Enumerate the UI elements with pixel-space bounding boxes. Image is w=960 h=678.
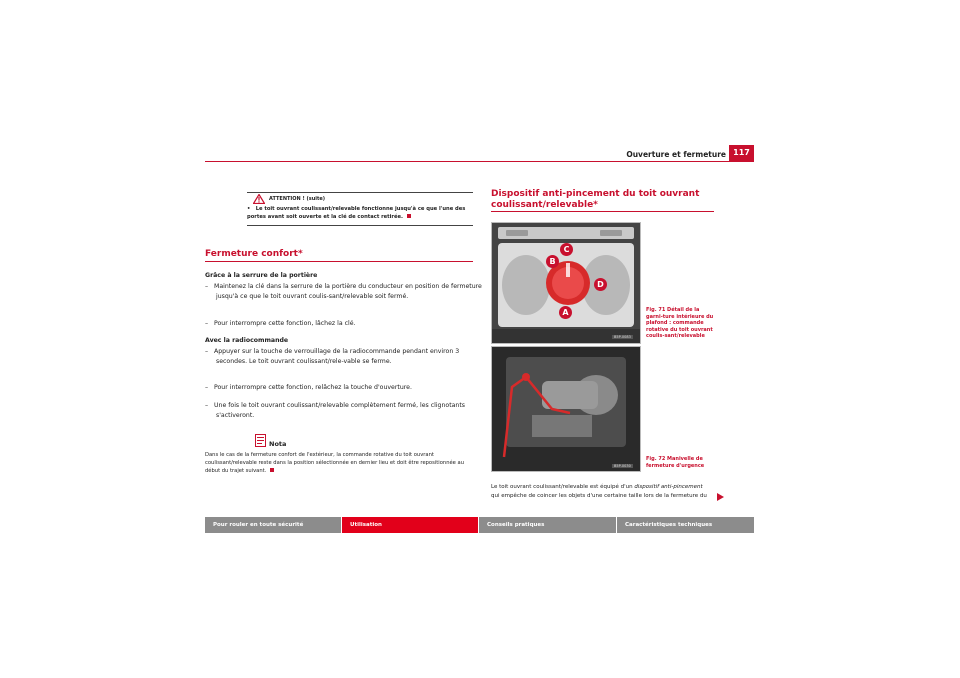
list-item: – Une fois le toit ouvrant coulissant/relevable complètement fermé, les clignotants s'activeront. [205, 402, 465, 419]
section-title-confort: Fermeture confort* [205, 249, 303, 259]
list-item: – Pour interrompre cette fonction, relâchez la touche d'ouverture. [205, 384, 412, 391]
callout-a: A [559, 306, 572, 319]
figure-caption-72: Fig. 72 Manivelle de fermeture d'urgence [646, 456, 705, 469]
end-mark-icon [407, 214, 411, 218]
warning-text [247, 205, 473, 221]
end-mark-icon [270, 468, 274, 472]
warning-title: ATTENTION ! (suite) [269, 196, 326, 202]
list-item: – Maintenez la clé dans la serrure de la portière du conducteur en position de fermeture jusqu'à ce que le toit ouvrant coulis-sant/relevable soit fermé. [205, 283, 482, 300]
tab-conseils[interactable]: Conseils pratiques [479, 517, 616, 533]
callout-c: C [560, 243, 573, 256]
warning-body: Le toit ouvrant coulissant/relevable fonctionne jusqu'à ce que l'une des portes avant soit ouverte et la clé de contact retirée. [247, 206, 466, 220]
note-title: Nota [269, 440, 287, 448]
tab-safety[interactable]: Pour rouler en toute sécurité [205, 517, 341, 533]
figure-rotary-control [491, 222, 641, 344]
section-rule [491, 211, 714, 212]
callout-d: D [594, 278, 607, 291]
running-header: Ouverture et fermeture [626, 150, 726, 159]
note-icon [255, 434, 266, 447]
figure-code: B5P-0030 [614, 464, 631, 468]
subheading-door-lock: Grâce à la serrure de la portière [205, 272, 318, 279]
page-number: 117 [729, 145, 754, 161]
header-rule [205, 161, 754, 162]
warning-triangle-icon [253, 194, 265, 204]
subheading-remote: Avec la radiocommande [205, 337, 289, 344]
continue-arrow-icon [717, 493, 724, 501]
figure-caption-71: Fig. 71 Détail de la garni-ture intérieure du plafond : commande rotative du toit ouvrant coulis-sant/relevable [646, 307, 714, 339]
figure-emergency-crank [491, 346, 641, 472]
warning-box [247, 192, 473, 227]
antipinch-text: Le toit ouvrant coulissant/relevable est équipé d'un dispositif anti-pincement qui empêche de coincer les objets d'une certaine taille lors de la fermeture du [491, 484, 707, 499]
tab-utilisation[interactable]: Utilisation [342, 517, 478, 533]
warning-bottom-rule [247, 225, 473, 226]
tab-caracteristiques[interactable]: Caractéristiques techniques [617, 517, 754, 533]
note-text: Dans le cas de la fermeture confort de l'extérieur, la commande rotative du toit ouvrant coulissant/relevable reste dans la position sélectionnée en dernier lieu et doit être repositionnée au début du trajet suivant. [205, 452, 464, 474]
section-rule [205, 261, 473, 262]
emergency-crank-illustration [492, 347, 640, 471]
bullet-icon: • [247, 206, 256, 212]
warning-top-rule [247, 192, 473, 193]
list-item: – Pour interrompre cette fonction, lâchez la clé. [205, 320, 356, 327]
section-title-antipinch: Dispositif anti-pincement du toit ouvrant coulissant/relevable* [491, 189, 700, 210]
rotary-control-illustration [492, 223, 640, 343]
list-item: – Appuyer sur la touche de verrouillage de la radiocommande pendant environ 3 secondes. Le toit ouvrant coulissant/rele-vable se ferme. [205, 348, 460, 365]
callout-b: B [546, 255, 559, 268]
figure-code: B5P-0083 [614, 335, 631, 339]
